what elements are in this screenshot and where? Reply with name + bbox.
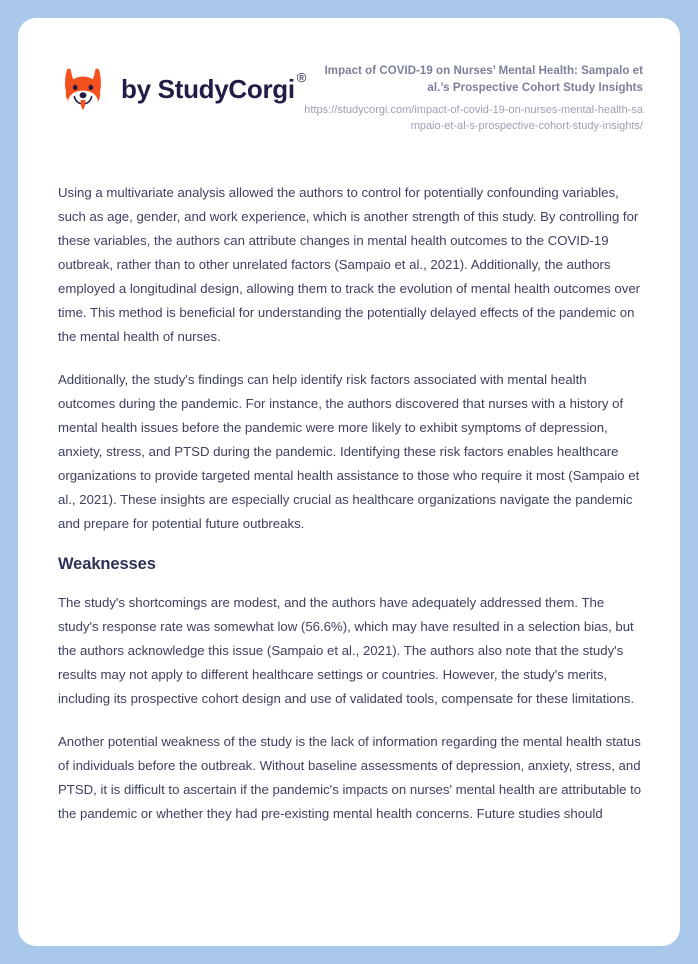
- corgi-logo-icon: [58, 64, 108, 114]
- registered-trademark-icon: ®: [296, 69, 307, 85]
- page-title: Impact of COVID-19 on Nurses’ Mental Health: Sampalo et al.’s Prospective Cohort Study Insights: [324, 65, 643, 94]
- paragraph-1: Using a multivariate analysis allowed the authors to control for potentially confounding variables, such as age, gender, and work experience, which is another strength of this study. By controlling for these variables, the authors can attribute changes in mental health outcomes to the COVID-19 outbreak, rather than to other unrelated factors (Sampaio et al., 2021). Additionally, the authors employed a longitudinal design, allowing them to track the evolution of mental health outcomes over time. This method is beneficial for understanding the potentially delayed effects of the pandemic on the mental health of nurses.: [58, 184, 641, 344]
- paragraph-4: Another potential weakness of the study is the lack of information regarding the mental health status of individuals before the outbreak. Without baseline assessments of depression, anxiety, stress, and PTSD, it is difficult to ascertain if the pandemic's impacts on nurses' mental health are attributable to the pandemic or whether they had pre-existing mental health concerns. Future studies should: [58, 733, 642, 821]
- header-meta: [304, 60, 643, 135]
- brand-name: [121, 69, 307, 105]
- document-page-card: [18, 18, 680, 946]
- page-url[interactable]: https://studycorgi.com/impact-of-covid-19-on-nurses-mental-health-sampaio-et-al-s-prospective-cohort-study-insights/: [304, 104, 643, 132]
- paragraph-3: The study's shortcomings are modest, and the authors have adequately addressed them. The study's response rate was somewhat low (56.6%), which may have resulted in a selection bias, but the authors acknowledge this issue (Sampaio et al., 2021). The authors also note that the study's results may not apply to different healthcare settings or countries. However, the study's merits, including its prospective cohort design and use of validated tools, compensate for these limitations.: [58, 594, 635, 706]
- brand-lockup: [58, 60, 307, 114]
- brand-name-text: by StudyCorgi: [121, 73, 295, 104]
- document-header: [18, 18, 680, 135]
- document-body: [18, 135, 680, 826]
- section-heading-weaknesses: Weaknesses: [58, 554, 156, 573]
- paragraph-2: Additionally, the study's findings can help identify risk factors associated with mental health outcomes during the pandemic. For instance, the authors discovered that nurses with a history of mental health issues before the pandemic were more likely to exhibit symptoms of depression, anxiety, stress, and PTSD during the pandemic. Identifying these risk factors enables healthcare organizations to provide targeted mental health assistance to those who require it most (Sampaio et al., 2021). These insights are especially crucial as healthcare organizations navigate the pandemic and prepare for potential future outbreaks.: [58, 371, 640, 531]
